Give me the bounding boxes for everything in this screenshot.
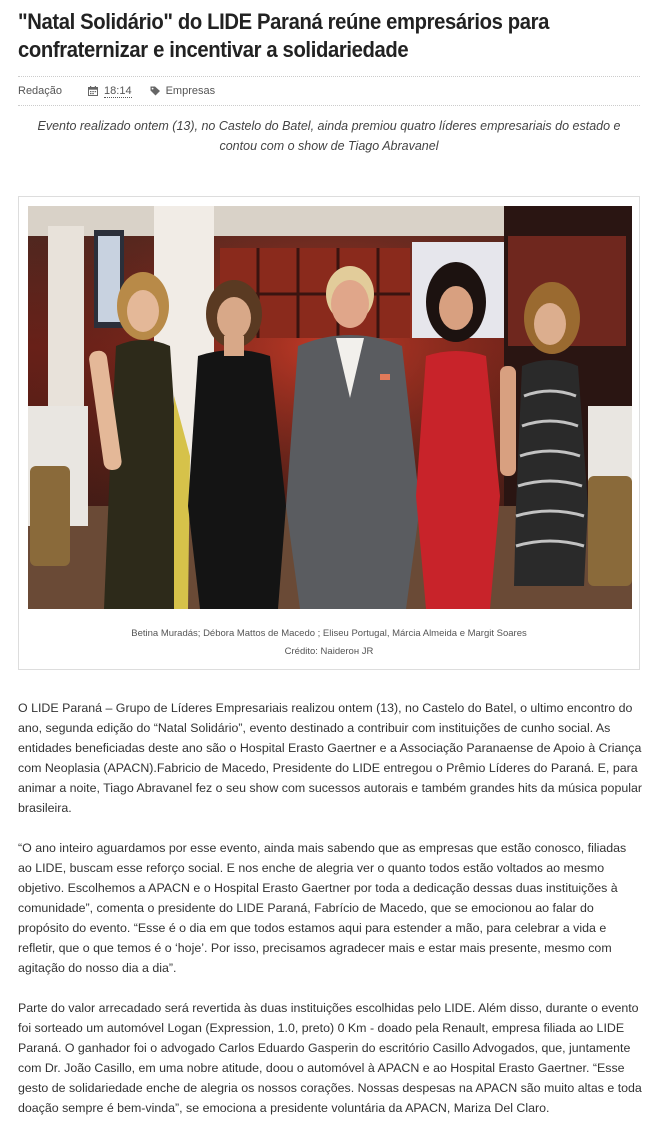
article-body [18,698,643,1138]
event-photo [28,206,632,609]
article-meta [18,76,640,106]
tag-icon [150,86,160,96]
category-link[interactable]: Empresas [165,85,216,97]
article-subtitle: Evento realizado ontem (13), no Castelo do Batel, ainda premiou quatro líderes empresariais do estado e contou com o show de Tiago Abravanel [37,119,621,153]
publish-time: 18:14 [104,84,132,97]
photo-caption [19,625,639,661]
body-paragraph-3: Parte do valor arrecadado será revertida às duas instituições escolhidas pelo LIDE. Além disso, durante o evento foi sorteado um automóvel Logan (Expression, 1.0, preto) 0 Km - doado pela Renault, empresa filiada ao LIDE Paraná. O ganhador foi o advogado Carlos Eduardo Gasperin do escritório Casillo Advogados, que, juntamente com Dr. João Casillo, em uma nobre atitude, doou o automóvel à APACN e ao Hospital Erasto Gaertner. “Esse gesto de solidariedade enche de alegria os nossos corações. Nossas despesas na APACN são muito altas e toda doação sempre é bem-vinda”, se emociona a presidente voluntária da APACN, Mariza Del Claro. [18,1001,642,1115]
body-paragraph-2: “O ano inteiro aguardamos por esse evento, ainda mais sabendo que as empresas que estão conosco, filiadas ao LIDE, buscam esse reforço social. E nos enche de alegria ver o quanto todos estão voltados ao mesmo objetivo. Escolhemos a APACN e o Hospital Erasto Gaertner por toda a dedicação dessas duas instituições à comunidade”, comenta o presidente do LIDE Paraná, Fabrício de Macedo, que se emocionou ao falar do propósito do evento. “Esse é o dia em que todos estamos aqui para estender a mão, para celebrar a vida e refletir, que o que temos é o ‘hoje’. Por isso, precisamos agradecer mais e estar mais presente, mesmo com agitação do nosso dia a dia”. [18,841,627,975]
caption-names: Betina Muradás; Débora Mattos de Macedo ; Eliseu Portugal, Márcia Almeida e Margit Soares [131,628,527,639]
author-link[interactable]: Redação [18,85,63,97]
calendar-icon [88,86,98,96]
body-paragraph-1: O LIDE Paraná – Grupo de Líderes Empresariais realizou ontem (13), no Castelo do Batel, o ultimo encontro do ano, segunda edição do “Natal Solidário”, evento destinado a contribuir com instituições de cunho social. As entidades beneficiadas deste ano são o Hospital Erasto Gaertner e a Associação Paranaense de Apoio à Criança com Neoplasia (APACN).Fabricio de Macedo, Presidente do LIDE entregou o Prêmio Líderes do Paraná. E, para animar a noite, Tiago Abravanel fez o seu show com sucessos autorais e também grandes hits da música popular brasileira. [18,701,642,815]
photo-figure [18,196,640,670]
article-title: "Natal Solidário" do LIDE Paraná reúne empresários para confraternizar e incentivar a solidariedade [18,9,549,62]
caption-credit: Crédito: Naiderон JR [284,646,374,657]
